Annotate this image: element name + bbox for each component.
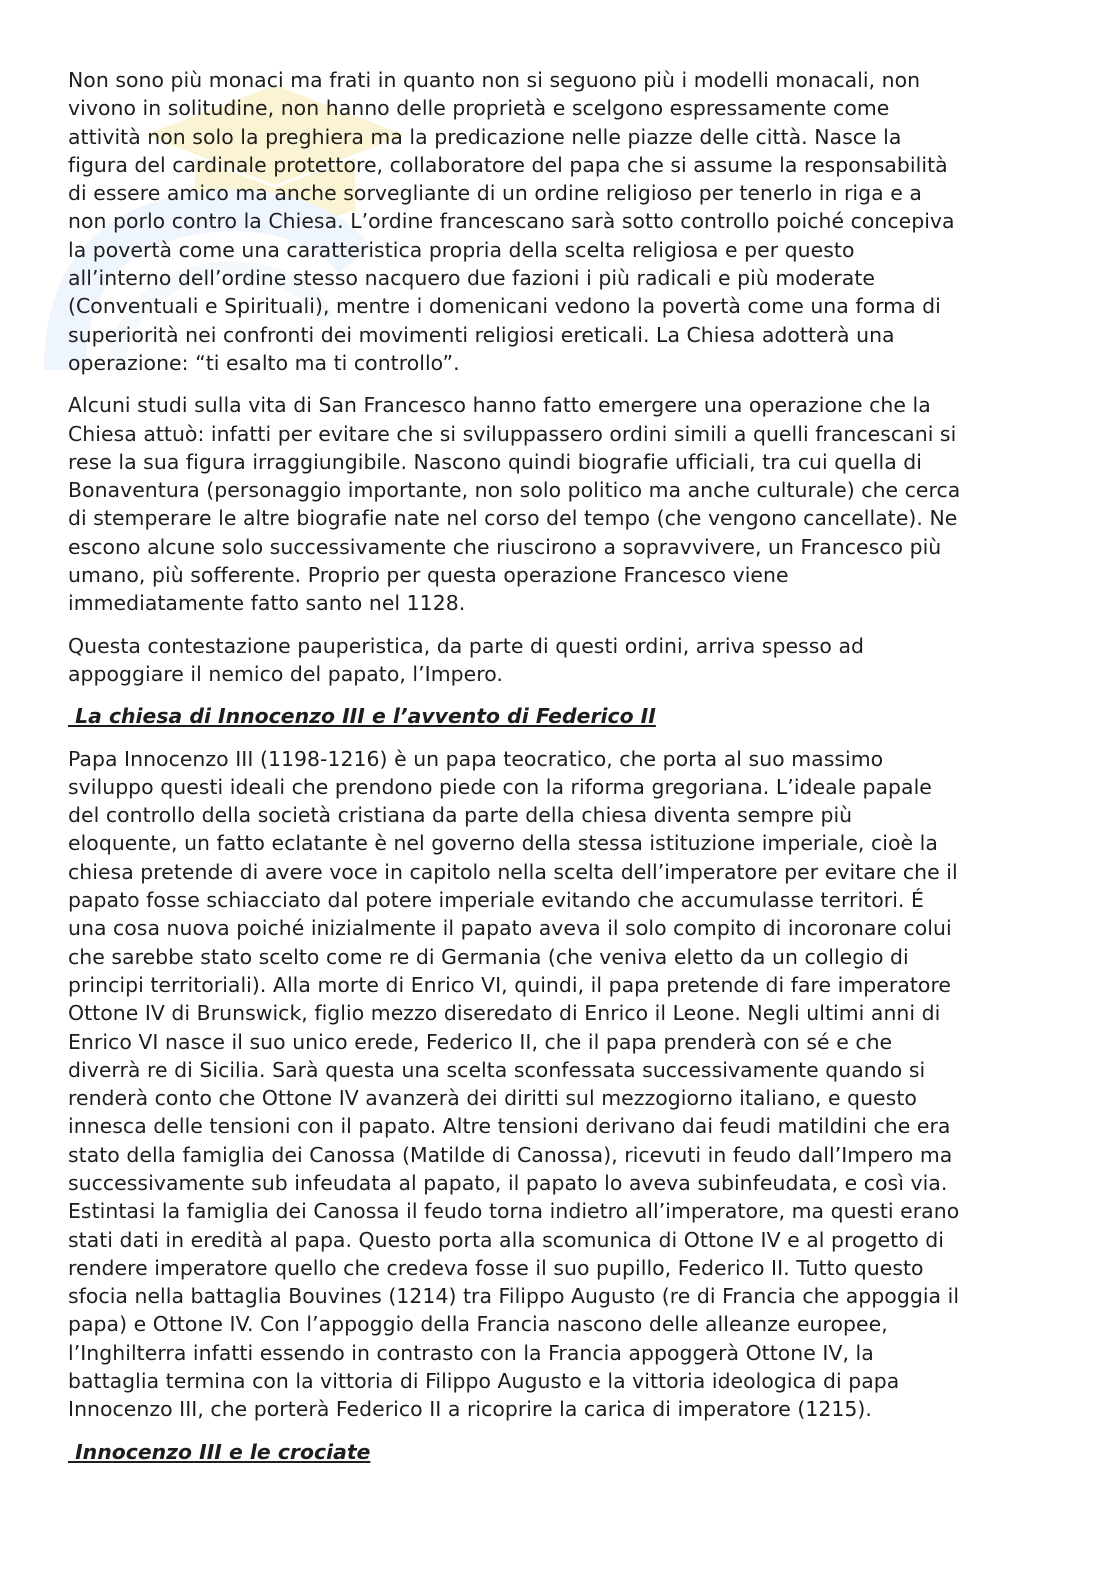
paragraph-innocenzo-iii: Papa Innocenzo III (1198-1216) è un papa teocratico, che porta al suo massimo sviluppo questi ideali che prendono piede con la riforma gregoriana. L’ideale papale del controllo della società cristiana da parte della chiesa diventa sempre più eloquente, un fatto eclatante è nel governo della stessa istituzione imperiale, cioè la chiesa pretende di avere voce in capitolo nella scelta dell’imperatore per evitare che il papato fosse schiacciato dal potere imperiale evitando che accumulasse territori. É una cosa nuova poiché inizialmente il papato aveva il solo compito di incoronare colui che sarebbe stato scelto come re di Germania (che veniva eletto da un collegio di principi territoriali). Alla morte di Enrico VI, quindi, il papa pretende di fare imperatore Ottone IV di Brunswick, figlio mezzo diseredato di Enrico il Leone. Negli ultimi anni di Enrico VI nasce il suo unico erede, Federico II, che il papa prenderà con sé e che diverrà re di Sicilia. Sarà questa una scelta sconfessata successivamente quando si renderà conto che Ottone IV avanzerà dei diritti sul mezzogiorno italiano, e questo innesca delle tensioni con il papato. Altre tensioni derivano dai feudi matildini che era stato della famiglia dei Canossa (Matilde di Canossa), ricevuti in feudo dall’Impero ma successivamente sub infeudata al papato, il papato lo aveva subinfeudata, e così via. Estintasi la famiglia dei Canossa il feudo torna indietro all’imperatore, ma questi erano stati dati in eredità al papa. Questo porta alla scomunica di Ottone IV e al progetto di rendere imperatore quello che credeva fosse il suo pupillo, Federico II. Tutto questo sfocia nella battaglia Bouvines (1214) tra Filippo Augusto (re di Francia che appoggia il papa) e Ottone IV. Con l’appoggio della Francia nascono delle alleanze europee, l’Inghilterra infatti essendo in contrasto con la Francia appoggerà Ottone IV, la battaglia termina con la vittoria di Filippo Augusto e la vittoria ideologica di papa Innocenzo III, che porterà Federico II a ricoprire la carica di imperatore (1215). — [68, 746, 960, 1422]
document-page — [68, 66, 1048, 1480]
paragraph-contestazione: Questa contestazione pauperistica, da parte di questi ordini, arriva spesso ad appoggiare il nemico del papato, l’Impero. — [68, 633, 864, 686]
paragraph-san-francesco: Alcuni studi sulla vita di San Francesco hanno fatto emergere una operazione che la Chiesa attuò: infatti per evitare che si sviluppassero ordini simili a quelli francescani si rese la sua figura irraggiungibile. Nascono quindi biografie ufficiali, tra cui quella di Bonaventura (personaggio importante, non solo politico ma anche culturale) che cerca di stemperare le altre biografie nate nel corso del tempo (che vengono cancellate). Ne escono alcune solo successivamente che riuscirono a sopravvivere, un Francesco più umano, più sofferente. Proprio per questa operazione Francesco viene immediatamente fatto santo nel 1128. — [68, 393, 961, 616]
section-heading-crociate: Innocenzo III e le crociate — [68, 1439, 371, 1464]
section-heading-innocenzo-federico: La chiesa di Innocenzo III e l’avvento di Federico II — [68, 704, 656, 729]
paragraph-frati: Non sono più monaci ma frati in quanto non si seguono più i modelli monacali, non vivono in solitudine, non hanno delle proprietà e scelgono espressamente come attività non solo la preghiera ma la predicazione nelle piazze delle città. Nasce la figura del cardinale protettore, collaboratore del papa che si assume la responsabilità di essere amico ma anche sorvegliante di un ordine religioso per tenerlo in riga e a non porlo contro la Chiesa. L’ordine francescano sarà sotto controllo poiché concepiva la povertà come una caratteristica propria della scelta religiosa e per questo all’interno dell’ordine stesso nacquero due fazioni i più radicali e più moderate (Conventuali e Spirituali), mentre i domenicani vedono la povertà come una forma di superiorità nei confronti dei movimenti religiosi ereticali. La Chiesa adotterà una operazione: “ti esalto ma ti controllo”. — [68, 68, 955, 375]
